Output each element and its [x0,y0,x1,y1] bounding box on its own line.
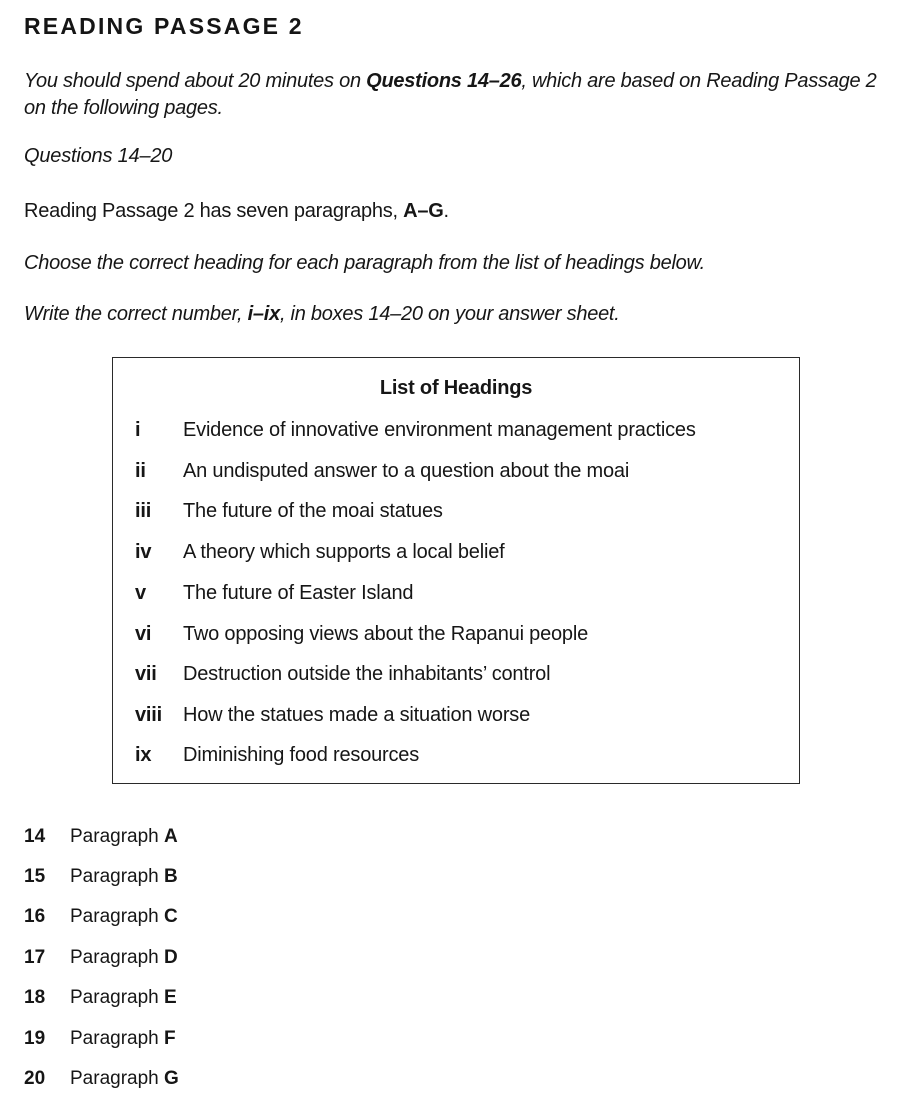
question-item [24,987,177,1009]
heading-item [135,663,550,686]
question-label: Paragraph [70,1028,165,1049]
question-item [24,906,178,928]
heading-text: The future of the moai statues [183,500,443,522]
intro-text-end: , which are based on Reading Passage 2 on the following pages. [24,70,877,119]
heading-numeral: iii [135,500,152,522]
list-of-headings-box [112,357,800,784]
paragraph-letter: D [164,947,178,968]
heading-text: An undisputed answer to a question about the moai [183,460,630,482]
heading-numeral: vi [135,623,152,645]
intro-text [24,68,894,122]
page-title: READING PASSAGE 2 [24,13,304,39]
instruction-numeral-range: i–ix [247,303,280,325]
heading-item [135,623,588,646]
heading-text: A theory which supports a local belief [183,541,505,563]
paragraph-letter: G [164,1068,179,1089]
question-number: 17 [24,947,46,968]
instruction-paragraph-range: A–G [403,200,444,222]
heading-numeral: v [135,582,146,604]
heading-numeral: iv [135,541,152,563]
heading-item [135,500,443,523]
question-number: 18 [24,987,46,1008]
paragraph-letter: A [164,826,178,847]
question-item [24,947,178,969]
heading-item [135,744,419,767]
heading-text: How the statues made a situation worse [183,704,531,726]
paragraph-letter: B [164,866,178,887]
question-label: Paragraph [70,987,165,1008]
intro-text-start: You should spend about 20 minutes on [24,70,367,92]
question-number: 19 [24,1028,46,1049]
question-label: Paragraph [70,1068,165,1089]
instruction-text: . [443,200,449,222]
heading-item [135,582,413,605]
question-number: 14 [24,826,46,847]
instruction-text: Write the correct number, [24,303,248,325]
question-label: Paragraph [70,947,165,968]
heading-item [135,541,504,564]
heading-item [135,419,696,442]
heading-numeral: ix [135,744,152,766]
question-number: 16 [24,906,46,927]
heading-text: Destruction outside the inhabitants’ control [183,663,551,685]
intro-question-range: Questions 14–26 [366,70,522,92]
heading-item [135,704,530,727]
instruction-text: Reading Passage 2 has seven paragraphs, [24,200,404,222]
heading-text: Evidence of innovative environment management practices [183,419,696,441]
question-label: Paragraph [70,866,165,887]
heading-item [135,460,629,483]
question-item [24,826,178,848]
paragraph-letter: E [164,987,177,1008]
instruction-text: , in boxes 14–20 on your answer sheet. [279,303,620,325]
heading-text: Two opposing views about the Rapanui people [183,623,589,645]
paragraph-letter: C [164,906,178,927]
heading-numeral: i [135,419,141,441]
instruction-paragraph-count [24,200,449,223]
heading-text: Diminishing food resources [183,744,420,766]
heading-numeral: ii [135,460,146,482]
question-label: Paragraph [70,826,165,847]
question-item [24,1028,176,1050]
question-number: 15 [24,866,46,887]
instruction-write-number [24,303,620,326]
question-number: 20 [24,1068,46,1089]
question-range-heading: Questions 14–20 [24,145,173,167]
question-item [24,866,178,888]
instruction-choose-heading: Choose the correct heading for each paragraph from the list of headings below. [24,252,705,274]
question-label: Paragraph [70,906,165,927]
question-item [24,1068,179,1090]
paragraph-letter: F [164,1028,176,1049]
heading-text: The future of Easter Island [183,582,414,604]
heading-numeral: vii [135,663,157,685]
list-of-headings-title: List of Headings [379,377,533,399]
heading-numeral: viii [135,704,162,726]
